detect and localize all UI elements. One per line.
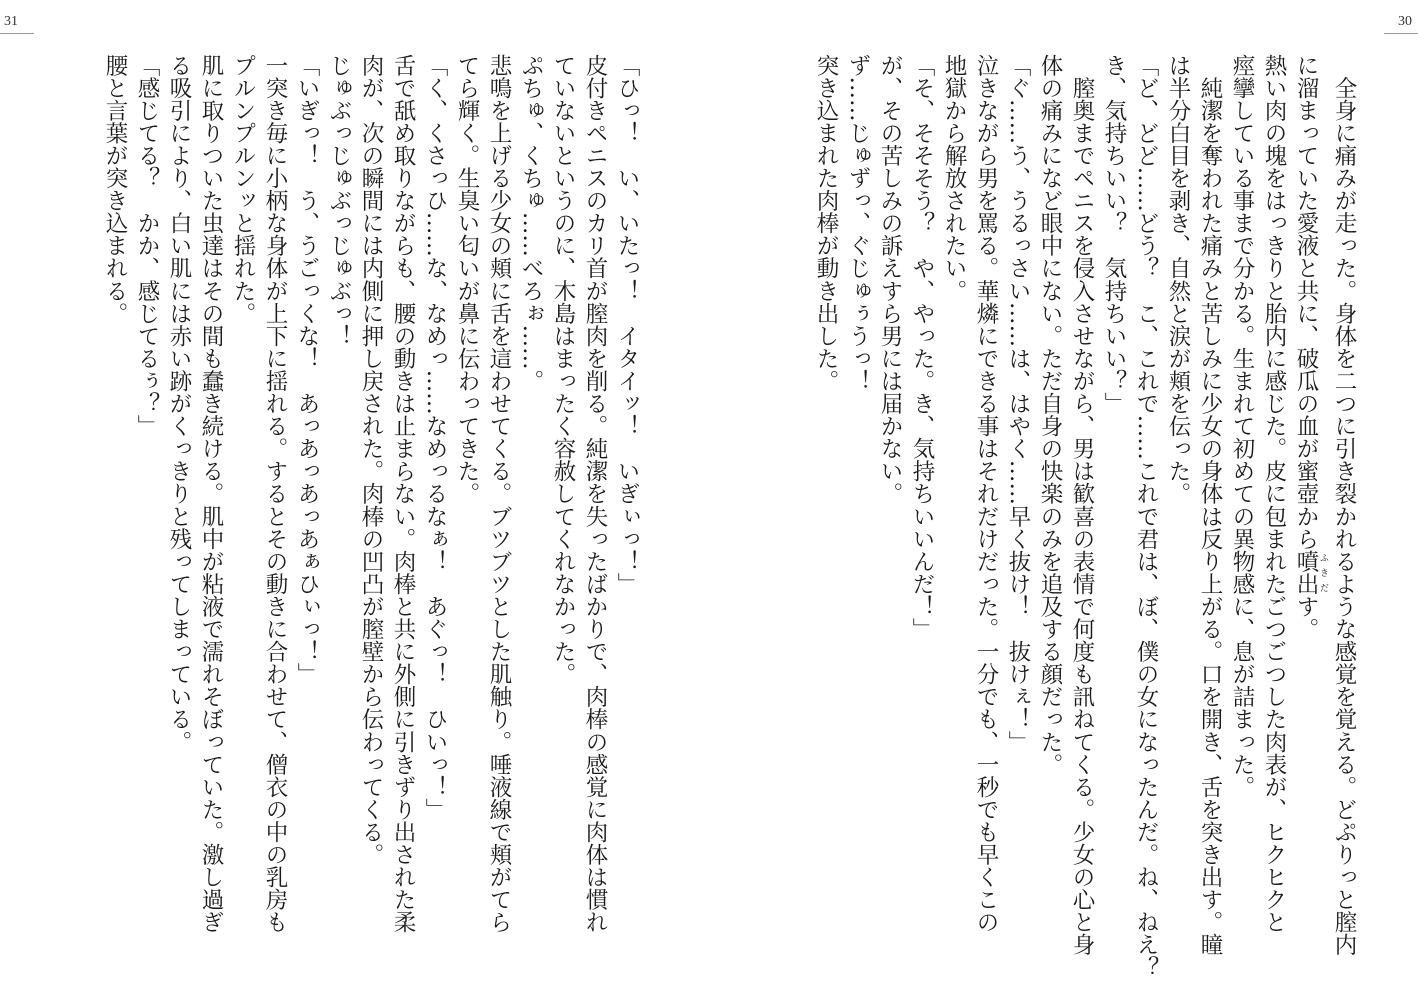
text-line: 体の痛みになど眼中にない。ただ自身の快楽のみを追及する顔だった。 <box>1037 54 1063 776</box>
body-text-right <box>810 54 1360 984</box>
body-text-left <box>99 54 643 984</box>
text-line: 地獄から解放されたい。 <box>941 54 967 303</box>
text-line: 「いぎっ！ う、うごっくな！ あっあっあっあぁひぃっ！」 <box>294 54 320 686</box>
text-line: ていないというのに、木島はまったく容赦してくれなかった。 <box>550 54 576 686</box>
text-line: 「ど、どど……どう？ こ、これで……これで君は、ぼ、僕の女になったんだ。ね、ねえ？ <box>1133 54 1159 979</box>
page-number-left: 31 <box>4 14 18 29</box>
text-line: 舌で舐め取りながらも、腰の動きは止まらない。肉棒と共に外側に引きずり出された柔 <box>390 54 416 934</box>
text-line: が、その苦しみの訴えすら男には届かない。 <box>877 54 903 505</box>
ruby-annotation: 噴出 ふきだ <box>1293 550 1328 596</box>
text-line: 熱い肉の塊をはっきりと胎内に感じた。皮に包まれたごつごつした肉表が、ヒクヒクと <box>1261 54 1287 934</box>
text-line: ぷちゅ、くちゅ……べろぉ……。 <box>518 54 544 393</box>
text-line: プルンプルンッと揺れた。 <box>230 54 256 325</box>
page-number-right: 30 <box>1398 14 1412 29</box>
text-line: 皮付きペニスのカリ首が膣肉を削る。純潔を失ったばかりで、肉棒の感覚に肉体は慣れ <box>582 54 608 934</box>
text-line: 突き込まれた肉棒が動き出した。 <box>813 54 839 393</box>
text-line: 肌に取りついた虫達はその間も蠢き続ける。肌中が粘液で濡れそぼっていた。激し過ぎ <box>198 54 224 934</box>
text-line: じゅぶっじゅぶっじゅぶっ！ <box>326 54 352 348</box>
text-line: 肉が、次の瞬間には内側に押し戻された。肉棒の凹凸が膣壁から伝わってくる。 <box>358 54 384 866</box>
header-rule-right <box>1384 33 1418 34</box>
text-line: 「ぐ……う、うるっさい……は、はやく……早く抜け！ 抜けぇ！」 <box>1005 54 1031 754</box>
text-line: は半分白目を剥き、自然と涙が頬を伝った。 <box>1165 54 1191 505</box>
text-line: 泣きながら男を罵る。華燐にできる事はそれだけだった。一分でも、一秒でも早くこの <box>973 54 999 934</box>
text-line: き、気持ちいい？ 気持ちいい？」 <box>1101 54 1127 415</box>
text-line: 「そ、そそそう？ や、やった。き、気持ちいいんだ！」 <box>909 54 935 641</box>
text-line: 腰と言葉が突き込まれる。 <box>102 54 128 325</box>
text-line: 悲鳴を上げる少女の頬に舌を這わせてくる。ブツブツとした肌触り。唾液線で頬がてら <box>486 54 512 934</box>
text-line: に溜まっていた愛液と共に、破瓜の血が蜜壺から噴出 ふきだす。 <box>1293 54 1328 641</box>
text-line: 膣奥までペニスを侵入させながら、男は歓喜の表情で何度も訊ねてくる。少女の心と身 <box>1069 54 1095 956</box>
text-line: 「く、くさっひ……な、なめっ……なめっるなぁ！ あぐっ！ ひいっ！」 <box>422 54 448 821</box>
text-line: ず……じゅずっ、ぐじゅぅうっ！ <box>845 54 871 393</box>
text-line: 全身に痛みが走った。身体を二つに引き裂かれるような感覚を覚える。どぷりっと膣内 <box>1331 54 1357 956</box>
text-line: 純潔を奪われた痛みと苦しみに少女の身体は反り上がる。口を開き、舌を突き出す。瞳 <box>1197 54 1223 956</box>
ruby-reading: ふきだ <box>1318 550 1328 596</box>
header-rule-left <box>0 33 34 34</box>
text-line: 痙攣している事まで分かる。生まれて初めての異物感に、息が詰まった。 <box>1229 54 1255 799</box>
page-right <box>709 0 1418 1000</box>
text-line: る吸引により、白い肌には赤い跡がくっきりと残ってしまっている。 <box>166 54 192 754</box>
text-line: 一突き毎に小柄な身体が上下に揺れる。するとその動きに合わせて、僧衣の中の乳房も <box>262 54 288 934</box>
text-line: てら輝く。生臭い匂いが鼻に伝わってきた。 <box>454 54 480 505</box>
text-line: 「感じてる？ かか、感じてるぅ？」 <box>134 54 160 438</box>
text-line: 「ひっ！ い、いたっ！ イタイッ！ いぎぃっ！」 <box>614 54 640 596</box>
